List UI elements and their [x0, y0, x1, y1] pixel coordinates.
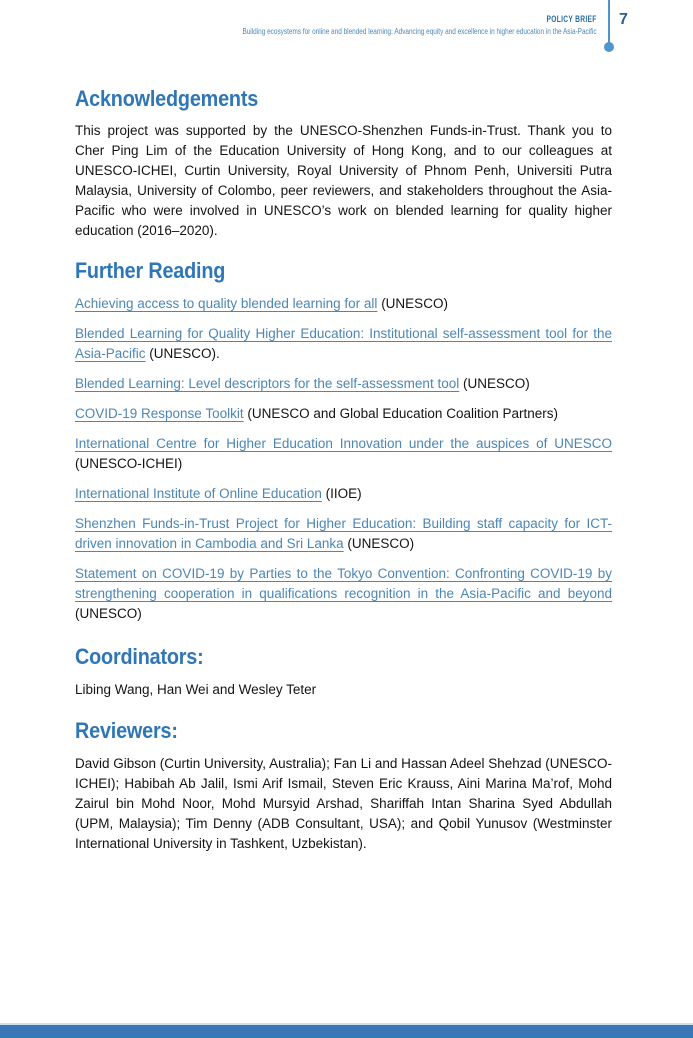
- reading-item: [75, 324, 612, 364]
- reading-link[interactable]: Achieving access to quality blended learning for all: [75, 296, 378, 311]
- reading-suffix: (UNESCO).: [145, 346, 220, 361]
- reading-item: [75, 514, 612, 554]
- further-reading-list: [75, 294, 612, 624]
- header-subtitle: Building ecosystems for online and blended learning: Advancing equity and excellence in higher education in the Asia-Pacific: [242, 26, 597, 36]
- reading-suffix: (UNESCO): [377, 296, 448, 311]
- section-heading-acknowledgements: Acknowledgements: [75, 86, 259, 111]
- acknowledgements-paragraph: This project was supported by the UNESCO-Shenzhen Funds-in-Trust. Thank you to Cher Ping Lim of the Education University of Hong Kong, and to our colleagues at UNESCO-ICHEI, Curtin University, Royal University of Phnom Penh, Universiti Putra Malaysia, University of Colombo, peer reviewers, and stakeholders throughout the Asia-Pacific who were involved in UNESCO’s work on blended learning for quality higher education (2016–2020).: [75, 123, 612, 238]
- header-kicker: POLICY BRIEF: [546, 14, 597, 24]
- reading-link[interactable]: Blended Learning for Quality Higher Education: Institutional self-assessment tool for the Asia-Pacific: [75, 326, 612, 361]
- reviewers-paragraph: David Gibson (Curtin University, Australia); Fan Li and Hassan Adeel Shehzad (UNESCO-ICHEI); Habibah Ab Jalil, Ismi Arif Ismail, Steven Eric Krauss, Aini Marina Ma’rof, Mohd Zairul bin Mohd Noor, Mohd Mursyid Arshad, Shariffah Intan Sharina Syed Abdullah (UPM, Malaysia); Tim Denny (ADB Consultant, USA); and Qobil Yunusov (Westminster International University in Tashkent, Uzbekistan).: [75, 756, 612, 851]
- reading-item: [75, 564, 612, 624]
- reading-link[interactable]: International Institute of Online Education: [75, 486, 322, 501]
- reading-item: [75, 484, 612, 504]
- reading-item: [75, 374, 612, 394]
- coordinators-names: Libing Wang, Han Wei and Wesley Teter: [75, 682, 317, 697]
- reading-item: [75, 404, 612, 424]
- footer-bar: [0, 1025, 693, 1038]
- reading-link[interactable]: Blended Learning: Level descriptors for the self-assessment tool: [75, 376, 460, 391]
- reading-suffix: (IIOE): [321, 486, 362, 501]
- reading-link[interactable]: Shenzhen Funds-in-Trust Project for Higher Education: Building staff capacity for ICT-driven innovation in Cambodia and Sri Lanka: [75, 516, 612, 551]
- page-number: 7: [619, 11, 628, 28]
- section-heading-reviewers: Reviewers:: [75, 718, 178, 743]
- reading-link[interactable]: Statement on COVID-19 by Parties to the Tokyo Convention: Confronting COVID-19 by strengthening cooperation in qualifications recognition in the Asia-Pacific and beyond: [75, 566, 612, 601]
- page-content: [75, 0, 612, 854]
- reading-suffix: (UNESCO): [343, 536, 415, 551]
- section-heading-further-reading: Further Reading: [75, 258, 226, 283]
- reading-suffix: (UNESCO-ICHEI): [75, 456, 183, 471]
- reading-link[interactable]: COVID-19 Response Toolkit: [75, 406, 244, 421]
- reading-item: [75, 434, 612, 474]
- reading-item: [75, 294, 612, 314]
- reading-suffix: (UNESCO): [459, 376, 530, 391]
- reading-suffix: (UNESCO): [75, 606, 142, 621]
- section-heading-coordinators: Coordinators:: [75, 644, 204, 669]
- reading-suffix: (UNESCO and Global Education Coalition Partners): [243, 406, 558, 421]
- reading-link[interactable]: International Centre for Higher Education Innovation under the auspices of UNESCO: [75, 436, 612, 451]
